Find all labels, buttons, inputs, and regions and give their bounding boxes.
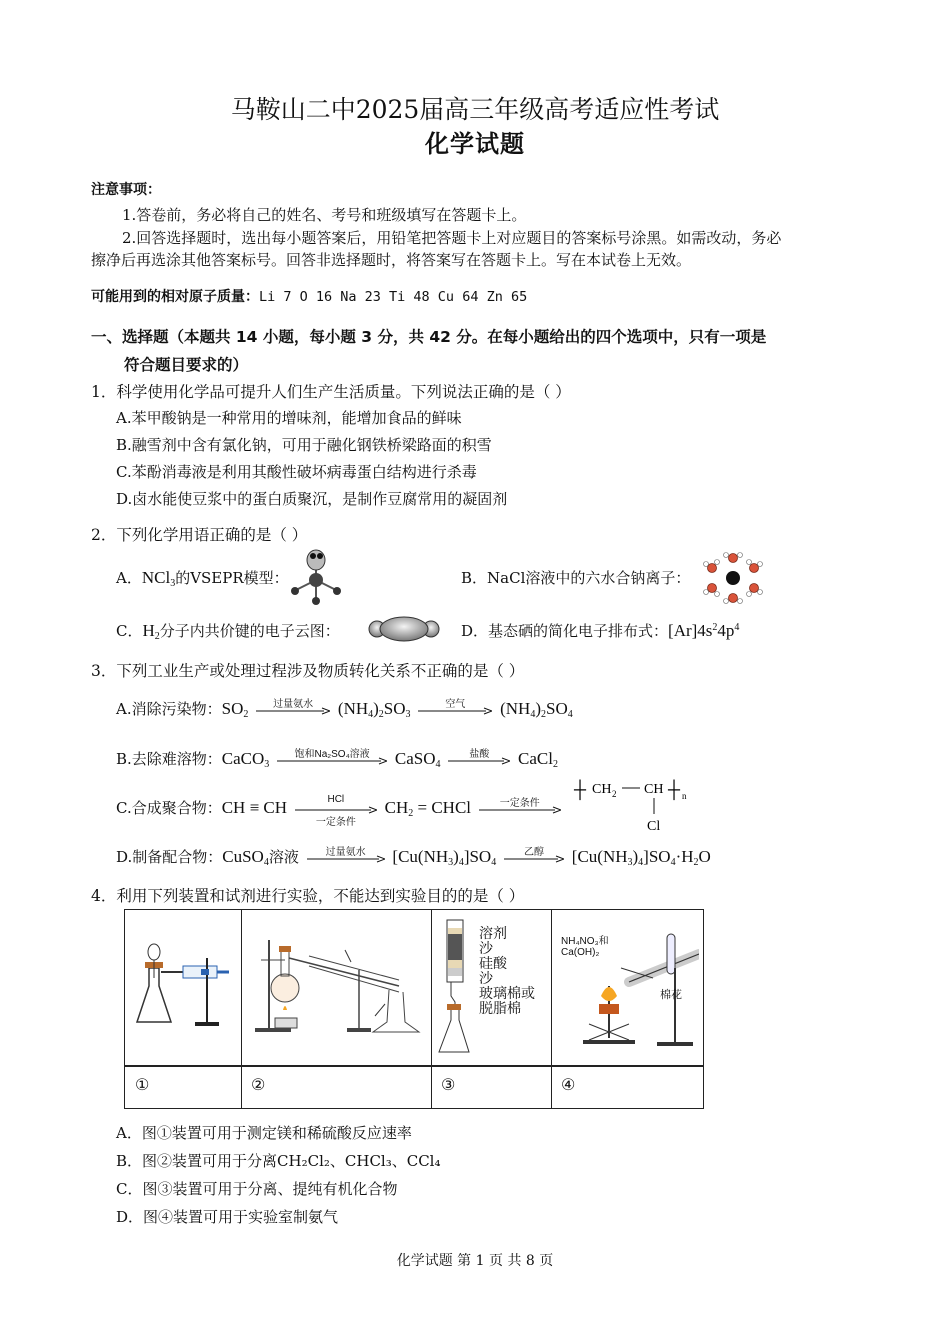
- nh3-like-vsepr-model-image: [286, 548, 348, 606]
- h2-electron-cloud-image: [368, 614, 440, 644]
- q3-option-a: A.消除污染物：$SO_2$ 过量氨水 $(NH_4)_2SO_3$ 空气 $(NH_4)_2SO_4$: [116, 699, 573, 720]
- q3-option-d: D.制备配合物：CuSO$_4$溶液 过量氨水 $[Cu(NH_3)_4]SO_4$ 乙醇 $[Cu(NH_3)_4]SO_4\cdot H_2O$: [116, 847, 711, 868]
- apparatus-4-cotton-label: 棉花: [660, 989, 682, 1001]
- q2-stem: 2．下列化学用语正确的是（ ）: [91, 526, 308, 544]
- notice-item-2-line2: 擦净后再选涂其他答案标号。回答非选择题时，将答案写在答题卡上。写在本试卷上无效。: [91, 251, 692, 269]
- notice-heading: 注意事项：: [91, 182, 161, 198]
- q2-option-c: C．$H_2$分子内共价键的电子云图：: [116, 621, 340, 642]
- apparatus-1-image: [131, 938, 239, 1030]
- school-title: 马鞍山二中2025届高三年级高考适应性考试: [230, 95, 720, 124]
- page-footer: 化学试题 第 1 页 共 8 页: [396, 1253, 554, 1269]
- q1-option-a: A.苯甲酸钠是一种常用的增味剂，能增加食品的鲜味: [116, 409, 462, 427]
- q2-option-a: A．NCl$_3$的VSEPR模型：: [116, 568, 289, 589]
- apparatus-2-distillation-image: [249, 930, 429, 1038]
- apparatus-number-2: ②: [251, 1075, 266, 1094]
- atomic-mass-values: Li 7 O 16 Na 23 Ti 48 Cu 64 Zn 65: [259, 289, 528, 305]
- svg-text:2: 2: [612, 789, 617, 799]
- q4-option-c: C．图③装置可用于分离、提纯有机化合物: [116, 1180, 398, 1198]
- subject-title: 化学试题: [425, 129, 525, 158]
- svg-text:Cl: Cl: [647, 819, 661, 834]
- q3-option-c: C.合成聚合物：CH ≡ CH HCl 一定条件 $CH_2$ = CHCl 一定条件: [116, 797, 564, 819]
- section-heading-line1: 一、选择题（本题共 14 小题，每小题 3 分，共 42 分。在每小题给出的四个选项中，只有一项是: [91, 328, 767, 346]
- q2-option-b: B．NaCl溶液中的六水合钠离子：: [461, 569, 691, 587]
- svg-text:┼: ┼: [574, 780, 587, 799]
- apparatus-number-1: ①: [135, 1075, 150, 1094]
- q1-option-c: C.苯酚消毒液是利用其酸性破坏病毒蛋白结构进行杀毒: [116, 463, 477, 481]
- q4-stem: 4．利用下列装置和试剂进行实验，不能达到实验目的的是（ ）: [91, 887, 525, 905]
- apparatus-number-4: ④: [561, 1075, 576, 1094]
- svg-text:┼: ┼: [668, 780, 681, 799]
- apparatus-3-labels: 溶剂 沙 硅酸 沙 玻璃棉或 脱脂棉: [479, 925, 535, 1016]
- notice-item-1: 1.答卷前，务必将自己的姓名、考号和班级填写在答题卡上。: [122, 206, 527, 224]
- q3-stem: 3．下列工业生产或处理过程涉及物质转化关系不正确的是（ ）: [91, 662, 525, 680]
- atomic-mass-label: 可能用到的相对原子质量：: [91, 289, 259, 305]
- apparatus-3-column-image: [437, 918, 471, 1058]
- q1-option-b: B.融雪剂中含有氯化钠，可用于融化钢铁桥梁路面的积雪: [116, 436, 492, 454]
- q4-option-a: A．图①装置可用于测定镁和稀硫酸反应速率: [116, 1124, 412, 1142]
- svg-text:CH: CH: [644, 782, 664, 797]
- svg-text:n: n: [682, 791, 687, 801]
- svg-text:CH: CH: [592, 782, 612, 797]
- pvc-structure-image: [572, 778, 694, 836]
- apparatus-4-reagent-label: NH₄NO₃和 Ca(OH)₂: [561, 936, 609, 958]
- apparatus-number-3: ③: [441, 1075, 456, 1094]
- notice-item-2-line1: 2.回答选择题时，选出每小题答案后，用铅笔把答题卡上对应题目的答案标号涂黑。如需改动，务必: [122, 229, 782, 247]
- q1-option-d: D.卤水能使豆浆中的蛋白质聚沉，是制作豆腐常用的凝固剂: [116, 490, 508, 508]
- q4-option-b: B．图②装置可用于分离CH₂Cl₂、CHCl₃、CCl₄: [116, 1152, 441, 1170]
- q1-stem: 1．科学使用化学品可提升人们生产生活质量。下列说法正确的是（ ）: [91, 383, 571, 401]
- q3-option-b: B.去除难溶物：CaCO$_3$ 饱和Na₂SO₄溶液 CaSO$_4$ 盐酸 CaCl$_2$: [116, 749, 558, 770]
- apparatus-table: [124, 909, 704, 1109]
- q4-option-d: D．图④装置可用于实验室制氨气: [116, 1208, 339, 1226]
- q2-option-d: D．基态硒的简化电子排布式：$[Ar]4s^24p^4$: [461, 621, 740, 640]
- hexahydrate-sodium-ion-image: [703, 552, 763, 604]
- atomic-mass-line: [91, 286, 527, 306]
- section-heading-line2: 符合题目要求的）: [124, 356, 249, 374]
